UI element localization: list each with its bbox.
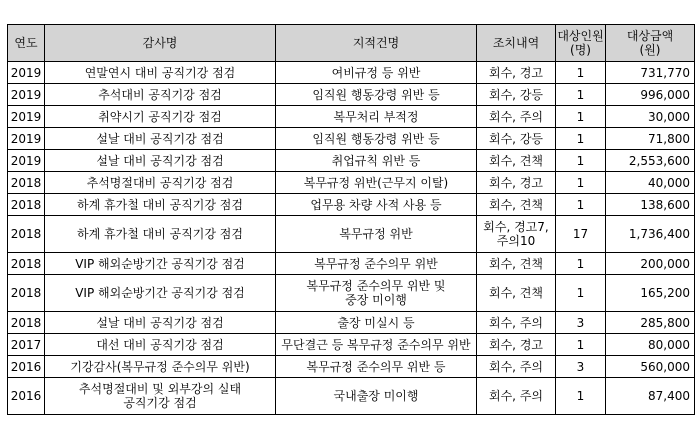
row-people: 1 [556, 194, 606, 216]
row-amount: 285,800 [606, 312, 695, 334]
row-issue-name: 취업규칙 위반 등 [276, 150, 477, 172]
row-year: 2016 [8, 378, 45, 415]
row-people: 3 [556, 312, 606, 334]
row-people: 3 [556, 356, 606, 378]
table-row [8, 334, 695, 356]
row-action: 회수, 주의 [477, 312, 556, 334]
row-action: 회수, 경고 [477, 172, 556, 194]
row-action: 회수, 강등 [477, 128, 556, 150]
col-issue-name: 지적건명 [276, 25, 477, 62]
row-people: 17 [556, 216, 606, 253]
row-audit-name: 연말연시 대비 공직기강 점검 [45, 62, 276, 84]
table-row [8, 312, 695, 334]
row-year: 2019 [8, 128, 45, 150]
table-row [8, 172, 695, 194]
table-row [8, 378, 695, 415]
row-year: 2019 [8, 62, 45, 84]
row-audit-name: 설날 대비 공직기강 점검 [45, 128, 276, 150]
row-people: 1 [556, 253, 606, 275]
row-action: 회수, 경고7, 주의10 [477, 216, 556, 253]
row-amount: 165,200 [606, 275, 695, 312]
table-row [8, 356, 695, 378]
col-year: 연도 [8, 25, 45, 62]
row-year: 2018 [8, 312, 45, 334]
row-amount: 30,000 [606, 106, 695, 128]
row-audit-name: 대선 대비 공직기강 점검 [45, 334, 276, 356]
row-amount: 731,770 [606, 62, 695, 84]
row-issue-name: 복무처리 부적정 [276, 106, 477, 128]
audit-table [7, 24, 695, 415]
row-issue-name: 임직원 행동강령 위반 등 [276, 128, 477, 150]
row-year: 2019 [8, 84, 45, 106]
row-people: 1 [556, 128, 606, 150]
row-audit-name: 설날 대비 공직기강 점검 [45, 150, 276, 172]
row-issue-name: 국내출장 미이행 [276, 378, 477, 415]
row-people: 1 [556, 150, 606, 172]
col-audit-name: 감사명 [45, 25, 276, 62]
table-row [8, 253, 695, 275]
row-amount: 71,800 [606, 128, 695, 150]
row-amount: 1,736,400 [606, 216, 695, 253]
row-amount: 200,000 [606, 253, 695, 275]
row-action: 회수, 강등 [477, 84, 556, 106]
row-action: 회수, 견책 [477, 194, 556, 216]
row-amount: 996,000 [606, 84, 695, 106]
row-year: 2018 [8, 172, 45, 194]
row-issue-name: 무단결근 등 복무규정 준수의무 위반 [276, 334, 477, 356]
row-issue-name: 여비규정 등 위반 [276, 62, 477, 84]
row-amount: 2,553,600 [606, 150, 695, 172]
row-audit-name: 추석명절대비 및 외부강의 실태 공직기강 점검 [45, 378, 276, 415]
row-audit-name: 취약시기 공직기강 점검 [45, 106, 276, 128]
row-issue-name: 복무규정 준수의무 위반 등 [276, 356, 477, 378]
row-action: 회수, 경고 [477, 62, 556, 84]
row-issue-name: 업무용 차량 사적 사용 등 [276, 194, 477, 216]
row-action: 회수, 주의 [477, 378, 556, 415]
row-amount: 40,000 [606, 172, 695, 194]
row-audit-name: VIP 해외순방기간 공직기강 점검 [45, 275, 276, 312]
row-audit-name: 기강감사(복무규정 준수의무 위반) [45, 356, 276, 378]
row-action: 회수, 견책 [477, 275, 556, 312]
header-row [8, 25, 695, 62]
row-audit-name: 추석명절대비 공직기강 점검 [45, 172, 276, 194]
row-action: 회수, 주의 [477, 356, 556, 378]
row-people: 1 [556, 172, 606, 194]
col-amount: 대상금액 (원) [606, 25, 695, 62]
row-people: 1 [556, 334, 606, 356]
row-audit-name: 하계 휴가철 대비 공직기강 점검 [45, 194, 276, 216]
row-issue-name: 복무규정 준수의무 위반 [276, 253, 477, 275]
table-row [8, 216, 695, 253]
row-people: 1 [556, 106, 606, 128]
row-year: 2018 [8, 275, 45, 312]
row-amount: 80,000 [606, 334, 695, 356]
table-row [8, 128, 695, 150]
row-action: 회수, 경고 [477, 334, 556, 356]
row-audit-name: 하계 휴가철 대비 공직기강 점검 [45, 216, 276, 253]
row-year: 2016 [8, 356, 45, 378]
table-row [8, 275, 695, 312]
row-amount: 87,400 [606, 378, 695, 415]
row-issue-name: 임직원 행동강령 위반 등 [276, 84, 477, 106]
row-people: 1 [556, 62, 606, 84]
row-year: 2018 [8, 216, 45, 253]
row-issue-name: 복무규정 위반 [276, 216, 477, 253]
row-audit-name: 설날 대비 공직기강 점검 [45, 312, 276, 334]
row-year: 2019 [8, 150, 45, 172]
row-action: 회수, 주의 [477, 106, 556, 128]
table-row [8, 194, 695, 216]
row-issue-name: 복무규정 위반(근무지 이탈) [276, 172, 477, 194]
row-amount: 560,000 [606, 356, 695, 378]
row-audit-name: VIP 해외순방기간 공직기강 점검 [45, 253, 276, 275]
row-people: 1 [556, 378, 606, 415]
row-year: 2019 [8, 106, 45, 128]
row-people: 1 [556, 275, 606, 312]
row-amount: 138,600 [606, 194, 695, 216]
row-action: 회수, 견책 [477, 253, 556, 275]
table-row [8, 62, 695, 84]
table-row [8, 150, 695, 172]
row-people: 1 [556, 84, 606, 106]
col-people: 대상인원 (명) [556, 25, 606, 62]
row-action: 회수, 견책 [477, 150, 556, 172]
col-action: 조치내역 [477, 25, 556, 62]
row-year: 2017 [8, 334, 45, 356]
row-year: 2018 [8, 194, 45, 216]
row-audit-name: 추석대비 공직기강 점검 [45, 84, 276, 106]
table-row [8, 106, 695, 128]
row-year: 2018 [8, 253, 45, 275]
row-issue-name: 복무규정 준수의무 위반 및 중장 미이행 [276, 275, 477, 312]
row-issue-name: 출장 미실시 등 [276, 312, 477, 334]
table-row [8, 84, 695, 106]
